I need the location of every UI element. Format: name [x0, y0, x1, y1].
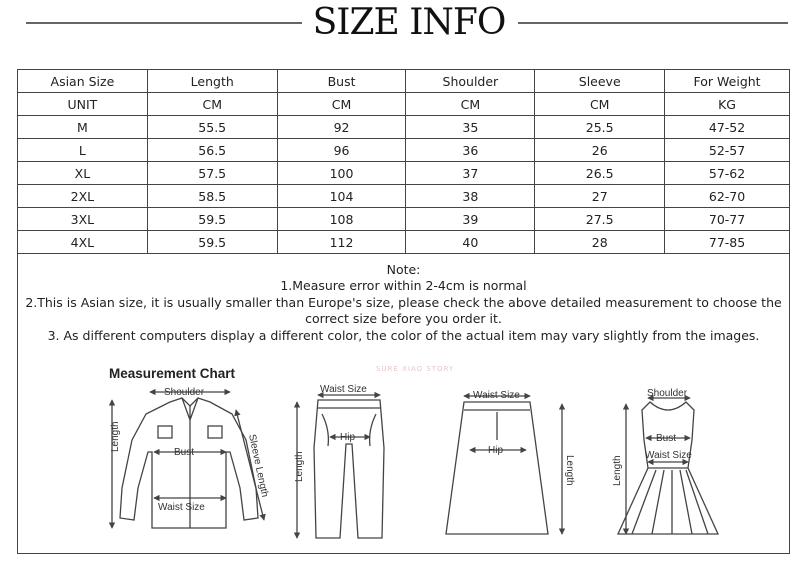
table-cell: 2XL	[18, 185, 148, 208]
table-cell: 56.5	[147, 139, 277, 162]
table-cell: Length	[147, 70, 277, 93]
table-cell: 52-57	[665, 139, 790, 162]
skirt-hip-label: Hip	[488, 445, 504, 456]
table-cell: XL	[18, 162, 148, 185]
table-cell: 35	[406, 116, 535, 139]
skirt-waist-label: Waist Size	[473, 390, 520, 401]
table-cell: 4XL	[18, 231, 148, 254]
table-cell: 37	[406, 162, 535, 185]
table-cell: 112	[277, 231, 406, 254]
table-cell: 104	[277, 185, 406, 208]
table-cell: 27.5	[535, 208, 665, 231]
table-cell: 100	[277, 162, 406, 185]
table-cell: 108	[277, 208, 406, 231]
table-cell: 47-52	[665, 116, 790, 139]
table-cell: 77-85	[665, 231, 790, 254]
dress-diagram	[618, 398, 718, 534]
table-cell: 27	[535, 185, 665, 208]
note-line-1: 1.Measure error within 2-4cm is normal	[280, 278, 527, 294]
table-cell: Shoulder	[406, 70, 535, 93]
skirt-diagram	[446, 396, 562, 534]
table-cell: L	[18, 139, 148, 162]
shirt-waist-label: Waist Size	[158, 502, 205, 513]
table-cell: 38	[406, 185, 535, 208]
notes-heading: Note:	[386, 262, 421, 277]
table-cell: 26	[535, 139, 665, 162]
table-cell: Asian Size	[18, 70, 148, 93]
dress-shoulder-label: Shoulder	[647, 388, 688, 399]
table-cell: 55.5	[147, 116, 277, 139]
shirt-sleeve-label: Sleeve Length	[246, 433, 271, 499]
watermark: SURE XIAO STORY	[376, 365, 455, 373]
note-line-3: 3. As different computers display a different color, the color of the actual item may vary slightly from the images.	[47, 327, 760, 343]
note-line-2: 2.This is Asian size, it is usually smaller than Europe's size, please check the above detailed measurement to choose the correct size before you order it.	[25, 294, 782, 327]
table-cell: 40	[406, 231, 535, 254]
table-cell: 70-77	[665, 208, 790, 231]
pants-length-label: Length	[294, 451, 305, 482]
table-cell: 25.5	[535, 116, 665, 139]
table-cell: CM	[406, 93, 535, 116]
table-cell: Bust	[277, 70, 406, 93]
table-cell: CM	[147, 93, 277, 116]
shirt-shoulder-label: Shoulder	[164, 387, 205, 398]
pants-hip-label: Hip	[340, 432, 356, 443]
table-cell: 92	[277, 116, 406, 139]
table-cell: 57-62	[665, 162, 790, 185]
table-cell: 39	[406, 208, 535, 231]
dress-waist-label: Waist Size	[645, 450, 692, 461]
pants-waist-label: Waist Size	[320, 384, 367, 395]
table-cell: 62-70	[665, 185, 790, 208]
dress-bust-label: Bust	[656, 433, 677, 444]
skirt-length-label: Length	[564, 455, 575, 486]
table-cell: CM	[277, 93, 406, 116]
shirt-pocket-right	[208, 426, 222, 438]
dress-length-label: Length	[612, 455, 623, 486]
table-cell: Sleeve	[535, 70, 665, 93]
table-cell: KG	[665, 93, 790, 116]
shirt-bust-label: Bust	[174, 447, 195, 458]
table-cell: 59.5	[147, 231, 277, 254]
table-cell: 26.5	[535, 162, 665, 185]
measurement-chart-title: Measurement Chart	[109, 366, 236, 381]
page-title: SIZE INFO	[312, 2, 506, 43]
table-cell: CM	[535, 93, 665, 116]
table-cell: 59.5	[147, 208, 277, 231]
table-cell: For Weight	[665, 70, 790, 93]
table-cell: M	[18, 116, 148, 139]
table-cell: 3XL	[18, 208, 148, 231]
shirt-pocket-left	[158, 426, 172, 438]
table-cell: 96	[277, 139, 406, 162]
table-cell: 58.5	[147, 185, 277, 208]
table-cell: 28	[535, 231, 665, 254]
shirt-length-label: Length	[110, 421, 121, 452]
table-cell: UNIT	[18, 93, 148, 116]
table-cell: 36	[406, 139, 535, 162]
pants-diagram	[297, 395, 384, 538]
table-cell: 57.5	[147, 162, 277, 185]
